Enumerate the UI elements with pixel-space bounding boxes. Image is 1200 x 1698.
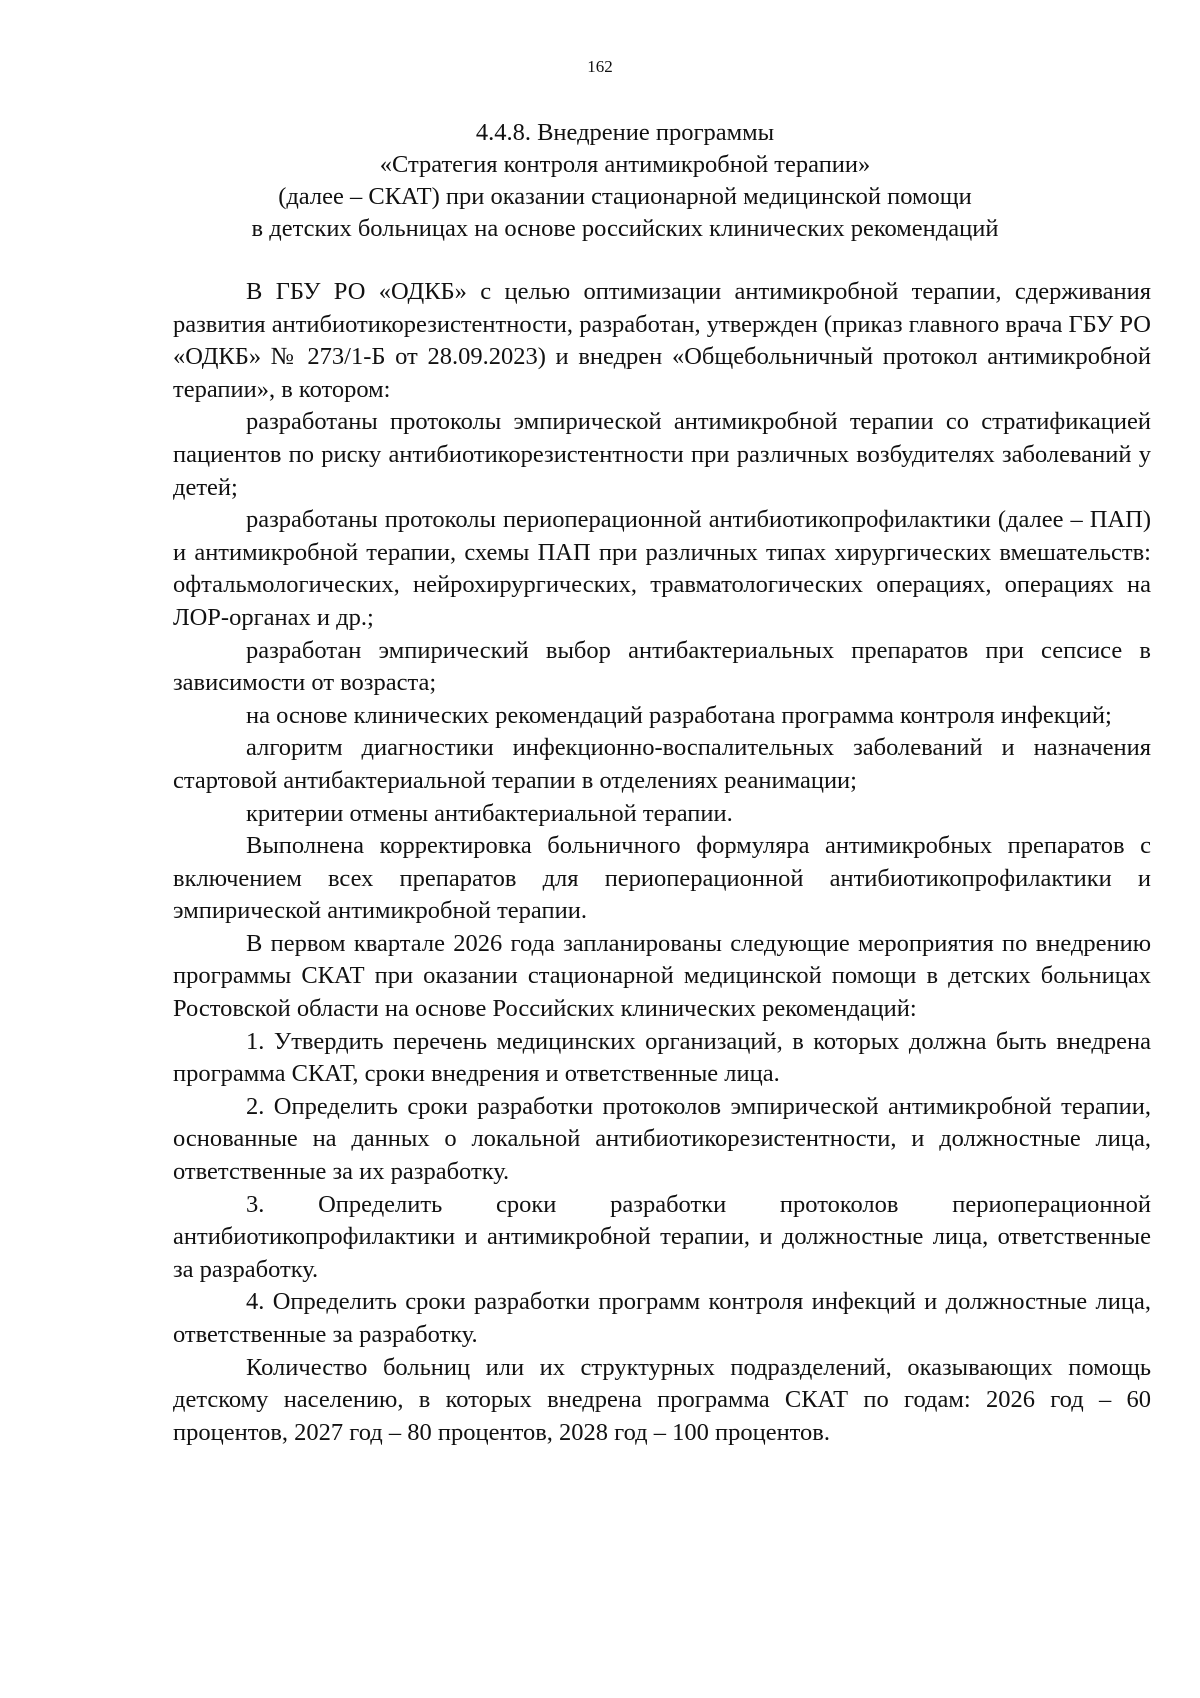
list-item: 1. Утвердить перечень медицинских организаций, в которых должна быть внедрена программа СКАТ, сроки внедрения и ответственные лица. [173,1027,1151,1088]
paragraph: критерии отмены антибактериальной терапии. [246,799,733,827]
page-number: 162 [587,57,613,76]
paragraph: разработан эмпирический выбор антибактериальных препаратов при сепсисе в зависимости от возраста; [173,636,1151,697]
paragraph: В первом квартале 2026 года запланированы следующие мероприятия по внедрению программы СКАТ при оказании стационарной медицинской помощи в детских больницах Ростовской области на основе Российских клинических рекомендаций: [173,929,1151,1023]
heading-line: (далее – СКАТ) при оказании стационарной медицинской помощи [278,183,972,210]
list-item: 3. Определить сроки разработки протоколов периоперационной антибиотикопрофилактики и антимикробной терапии, и должностные лица, ответственные за разработку. [173,1190,1151,1283]
paragraph: разработаны протоколы периоперационной антибиотикопрофилактики (далее – ПАП) и антимикробной терапии, схемы ПАП при различных типах хирургических вмешательств: офтальмологических, нейрохирургических, травматологических операциях, операциях на ЛОР-органах и др.; [173,506,1151,631]
heading-line: «Стратегия контроля антимикробной терапии» [379,151,871,178]
paragraph: разработаны протоколы эмпирической антимикробной терапии со стратификацией пациентов по риску антибиотикорезистентности при различных возбудителях заболеваний у детей; [173,408,1151,501]
paragraph: алгоритм диагностики инфекционно-воспалительных заболеваний и назначения стартовой антибактериальной терапии в отделениях реанимации; [173,734,1151,794]
list-item: 2. Определить сроки разработки протоколов эмпирической антимикробной терапии, основанные на данных о локальной антибиотикорезистентности, и должностные лица, ответственные за их разработку. [173,1092,1151,1186]
paragraph: Выполнена корректировка больничного формуляра антимикробных препаратов с включением всех препаратов для периоперационной антибиотикопрофилактики и эмпирической антимикробной терапии. [173,832,1151,925]
section-heading [150,117,1100,245]
heading-line: 4.4.8. Внедрение программы [475,119,775,146]
paragraph: Количество больниц или их структурных подразделений, оказывающих помощь детскому населению, в которых внедрена программа СКАТ по годам: 2026 год – 60 процентов, 2027 год – 80 процентов, 2028 год – 100 процентов. [173,1353,1151,1446]
document-body [173,276,1151,1449]
paragraph: В ГБУ РО «ОДКБ» с целью оптимизации антимикробной терапии, сдерживания развития антибиотикорезистентности, разработан, утвержден (приказ главного врача ГБУ РО «ОДКБ» № 273/1-Б от 28.09.2023) и внедрен «Общебольничный протокол антимикробной терапии», в котором: [173,278,1151,403]
list-item: 4. Определить сроки разработки программ контроля инфекций и должностные лица, ответственные за разработку. [173,1288,1151,1348]
heading-line: в детских больницах на основе российских клинических рекомендаций [251,215,999,242]
paragraph: на основе клинических рекомендаций разработана программа контроля инфекций; [246,701,1112,729]
